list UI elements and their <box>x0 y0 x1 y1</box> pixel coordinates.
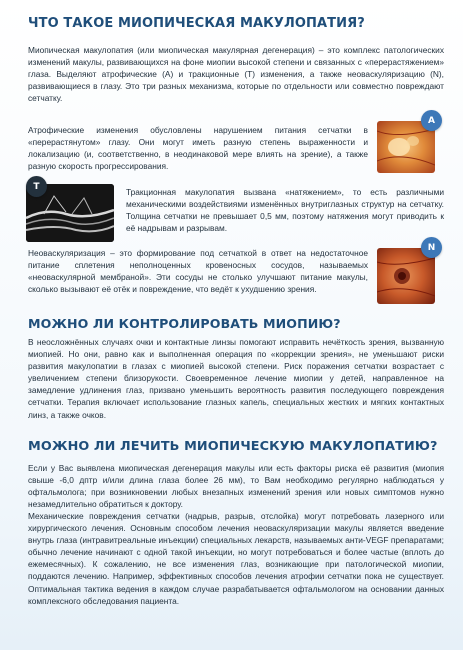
section-title-what-is: ЧТО ТАКОЕ МИОПИЧЕСКАЯ МАКУЛОПАТИЯ? <box>28 16 365 31</box>
treatment-paragraph-1: Если у Вас выявлена миопическая дегенерация макулы или есть факторы риска её развития (миопия свыше -6,0 дптр и/или длина глаза более 26 мм), то Вам необходимо регулярно наблюдаться у офтальмолога; при возникновении любых внезапных изменений зрения или новых симптомов нужно незамедлительно обратиться к доктору. <box>28 463 444 510</box>
neovascular-paragraph: Неоваскуляризация – это формирование под сетчаткой в ответ на недостаточное питание сплетения неполноценных кровеносных сосудов, называемых «неоваскулярной мембраной». Эти сосуды не столько улучшают питание макулы, сколько вызывают её отёк и повреждение, что ведёт к ухудшению зрения. <box>28 248 368 295</box>
control-myopia-paragraph: В неосложнённых случаях очки и контактные линзы помогают исправить нечёткость зрения, вызванную миопией. Но они, равно как и выполненная операция по «коррекции зрения», не уменьшают риски развития макулопатии в глазах с миопией высокой степени. Риск поражения сетчатки возрастает с увеличением степени близорукости. Своевременное лечение миопии у детей, направленное на замедление удлинения глаз, призвано уменьшить вероятность развития последующего повреждения сетчатки. Терапия включает использование глазных капель, специальных жестких и мягких контактных линз, а также очков. <box>28 337 444 420</box>
badge-n: N <box>421 237 442 258</box>
section-title-control-myopia: МОЖНО ЛИ КОНТРОЛИРОВАТЬ МИОПИЮ? <box>28 316 341 331</box>
badge-a: A <box>421 110 442 131</box>
section-title-treatment: МОЖНО ЛИ ЛЕЧИТЬ МИОПИЧЕСКУЮ МАКУЛОПАТИЮ? <box>28 439 438 454</box>
traction-paragraph: Тракционная макулопатия вызвана «натяжением», то есть различными механическими воздействиями изменённых внутриглазных структур на сетчатку. Толщина сетчатки не превышает 0,5 мм, поэтому натяжения могут приводить к её надрывам и разрывам. <box>126 187 444 234</box>
badge-t: T <box>26 176 47 197</box>
treatment-paragraph-2: Механические повреждения сетчатки (надрыв, разрыв, отслойка) могут потребовать лазерного или хирургического лечения. Основным способом лечения неоваскуляризации макулы является введение внутрь глаза (интравитреальные инъекции) специальных лекарств, называемых анти-VEGF препаратами; обычно лечение начинают с одной такой инъекции, но могут потребоваться и более частые (вплоть до ежемесячных). К сожалению, не все изменения глаз, возникающие при патологической миопии, поддаются лечению. Например, эффективных способов лечения атрофии сетчатки пока не существует. Оптимальная тактика ведения в каждом случае разрабатывается офтальмологом на основании данных комплексного обследования пациента. <box>28 511 444 606</box>
atrophic-paragraph: Атрофические изменения обусловлены нарушением питания сетчатки в «перерастянутом» глазу. Они могут иметь разную степень выраженности и локализацию (и, соответственно, в неодинаковой мере влиять на зрение), а также разную скорость прогрессирования. <box>28 125 368 172</box>
intro-paragraph: Миопическая макулопатия (или миопическая макулярная дегенерация) – это комплекс патологических изменений макулы, развивающихся на фоне миопии высокой степени и связанных с «перерастяжением» глаза. Выделяют атрофические (А) и тракционные (Т) изменения, а также неоваскуляризацию (N), развивающиеся в глазу. Это три разных механизма, которые по отдельности или совместно повреждают сетчатку. <box>28 45 444 104</box>
